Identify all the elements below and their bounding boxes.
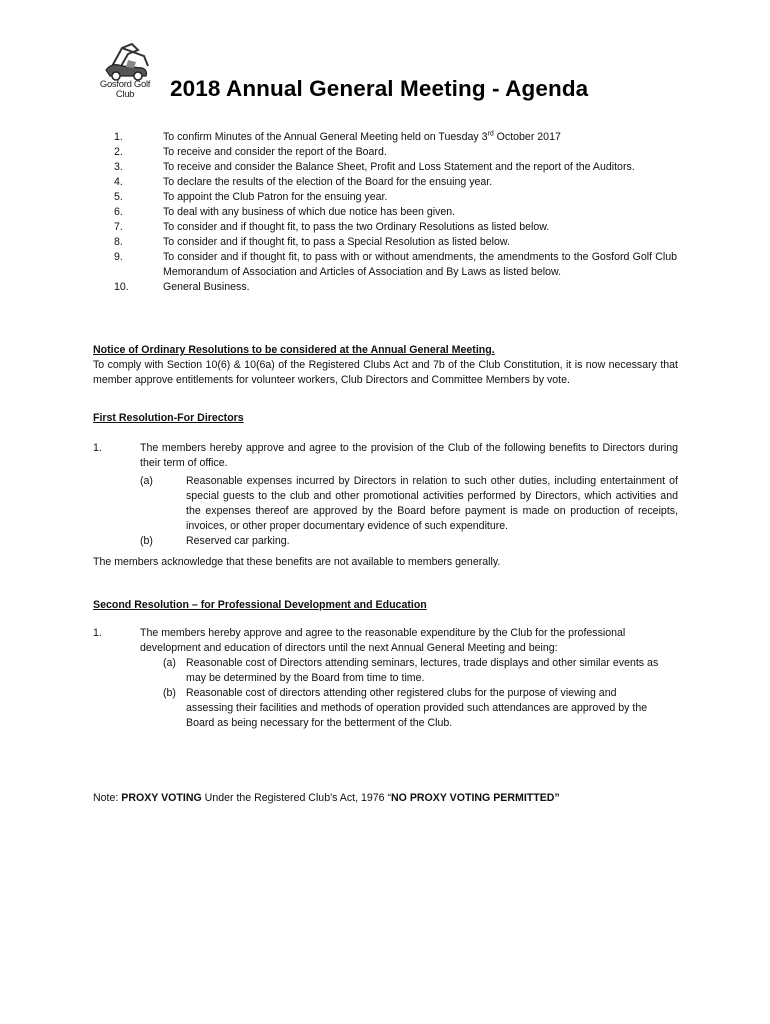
resolution-subitem bbox=[93, 656, 678, 686]
first-resolution-heading: First Resolution-For Directors bbox=[93, 412, 244, 424]
note-middle: Under the Registered Club's Act, 1976 “ bbox=[201, 792, 391, 804]
logo-text-line2: Club bbox=[115, 89, 135, 100]
resolution-number: 1. bbox=[93, 442, 102, 454]
agenda-number: 2. bbox=[114, 146, 123, 158]
resolution-text: The members hereby approve and agree to the reasonable expenditure by the Club for the professional development and education of directors until the next Annual General Meeting and being: bbox=[140, 627, 626, 654]
agenda-item bbox=[0, 220, 770, 235]
page-title: 2018 Annual General Meeting - Agenda bbox=[170, 76, 589, 101]
subitem-letter: (a) bbox=[140, 475, 153, 487]
acknowledge-text: The members acknowledge that these benefits are not available to members generally. bbox=[93, 556, 501, 568]
proxy-note bbox=[93, 791, 678, 806]
agenda-item bbox=[0, 160, 770, 175]
agenda-number: 8. bbox=[114, 236, 123, 248]
club-logo bbox=[92, 40, 158, 102]
agenda-text: To consider and if thought fit, to pass with or without amendments, the amendments to the Gosford Golf Club Memorandum of Association and Articles of Association and By Laws as listed below. bbox=[163, 251, 677, 278]
agenda-number: 1. bbox=[114, 131, 123, 143]
agenda-number: 10. bbox=[114, 281, 129, 293]
agenda-number: 6. bbox=[114, 206, 123, 218]
second-resolution-section bbox=[93, 598, 678, 731]
agenda-item bbox=[0, 280, 770, 295]
subitem-text: Reasonable cost of directors attending other registered clubs for the purpose of viewing and assessing their facilities and methods of operation provided such attendances are approved by the Board as being necessary for the betterment of the Club. bbox=[186, 687, 648, 729]
agenda-item bbox=[0, 250, 770, 280]
logo-text-line1: Gosford Golf bbox=[99, 79, 151, 90]
agenda-text: General Business. bbox=[163, 281, 250, 293]
note-bold-permitted: NO PROXY VOTING PERMITTED” bbox=[391, 792, 560, 804]
golf-cart-logo-icon bbox=[92, 40, 158, 82]
agenda-item bbox=[0, 205, 770, 220]
agenda-text: To consider and if thought fit, to pass a Special Resolution as listed below. bbox=[163, 236, 510, 248]
agenda-text bbox=[163, 130, 677, 145]
agenda-list bbox=[0, 130, 770, 295]
agenda-number: 9. bbox=[114, 251, 123, 263]
notice-heading: Notice of Ordinary Resolutions to be considered at the Annual General Meeting. bbox=[93, 344, 495, 356]
subitem-letter: (a) bbox=[163, 657, 176, 669]
subitem-text: Reserved car parking. bbox=[186, 535, 290, 547]
resolution-subitem bbox=[93, 686, 678, 731]
agenda-item bbox=[0, 175, 770, 190]
note-bold-proxy: PROXY VOTING bbox=[121, 792, 202, 804]
subitem-text: Reasonable cost of Directors attending seminars, lectures, trade displays and other similar events as may be determined by the Board from time to time. bbox=[186, 657, 659, 684]
agenda-text: To appoint the Club Patron for the ensuing year. bbox=[163, 191, 388, 203]
resolution-text: The members hereby approve and agree to the provision of the Club of the following benefits to Directors during their term of office. bbox=[140, 442, 678, 469]
resolution-number: 1. bbox=[93, 627, 102, 639]
agenda-item bbox=[0, 130, 770, 145]
subitem-letter: (b) bbox=[163, 687, 176, 699]
agenda-text-part: October 2017 bbox=[493, 131, 561, 143]
subitem-text: Reasonable expenses incurred by Directors in relation to such other duties, including entertainment of special guests to the club and other promotional activities performed by Directors, which activities and the expenses thereof are approved by the Board before payment is made on production of receipts, invoices, or other proper documentary evidence of such expenditure. bbox=[186, 475, 678, 532]
agenda-text: To deal with any business of which due notice has been given. bbox=[163, 206, 456, 218]
agenda-text: To consider and if thought fit, to pass the two Ordinary Resolutions as listed below. bbox=[163, 221, 550, 233]
agenda-text: To declare the results of the election of the Board for the ensuing year. bbox=[163, 176, 493, 188]
agenda-number: 3. bbox=[114, 161, 123, 173]
first-resolution-section bbox=[93, 411, 678, 570]
second-resolution-heading: Second Resolution – for Professional Development and Education bbox=[93, 599, 427, 611]
note-prefix: Note: bbox=[93, 792, 122, 804]
resolution-subitem bbox=[93, 534, 678, 549]
ordinal-suffix: rd bbox=[487, 130, 494, 138]
agenda-item bbox=[0, 145, 770, 160]
agenda-number: 5. bbox=[114, 191, 123, 203]
agenda-number: 4. bbox=[114, 176, 123, 188]
resolution-subitem bbox=[93, 474, 678, 534]
notice-body: To comply with Section 10(6) & 10(6a) of the Registered Clubs Act and 7b of the Club Constitution, it is now necessary that member approve entitlements for volunteer workers, Club Directors and Committee Members by vote. bbox=[93, 359, 678, 386]
resolution-item bbox=[93, 626, 678, 656]
agenda-item bbox=[0, 190, 770, 205]
agenda-text-part: To confirm Minutes of the Annual General Meeting held on Tuesday 3 bbox=[163, 131, 488, 143]
agenda-item bbox=[0, 235, 770, 250]
resolution-item bbox=[93, 441, 678, 471]
agenda-number: 7. bbox=[114, 221, 123, 233]
agenda-text: To receive and consider the report of the Board. bbox=[163, 146, 387, 158]
notice-section bbox=[93, 343, 678, 388]
subitem-letter: (b) bbox=[140, 535, 153, 547]
agenda-text: To receive and consider the Balance Sheet, Profit and Loss Statement and the report of the Auditors. bbox=[163, 161, 635, 173]
